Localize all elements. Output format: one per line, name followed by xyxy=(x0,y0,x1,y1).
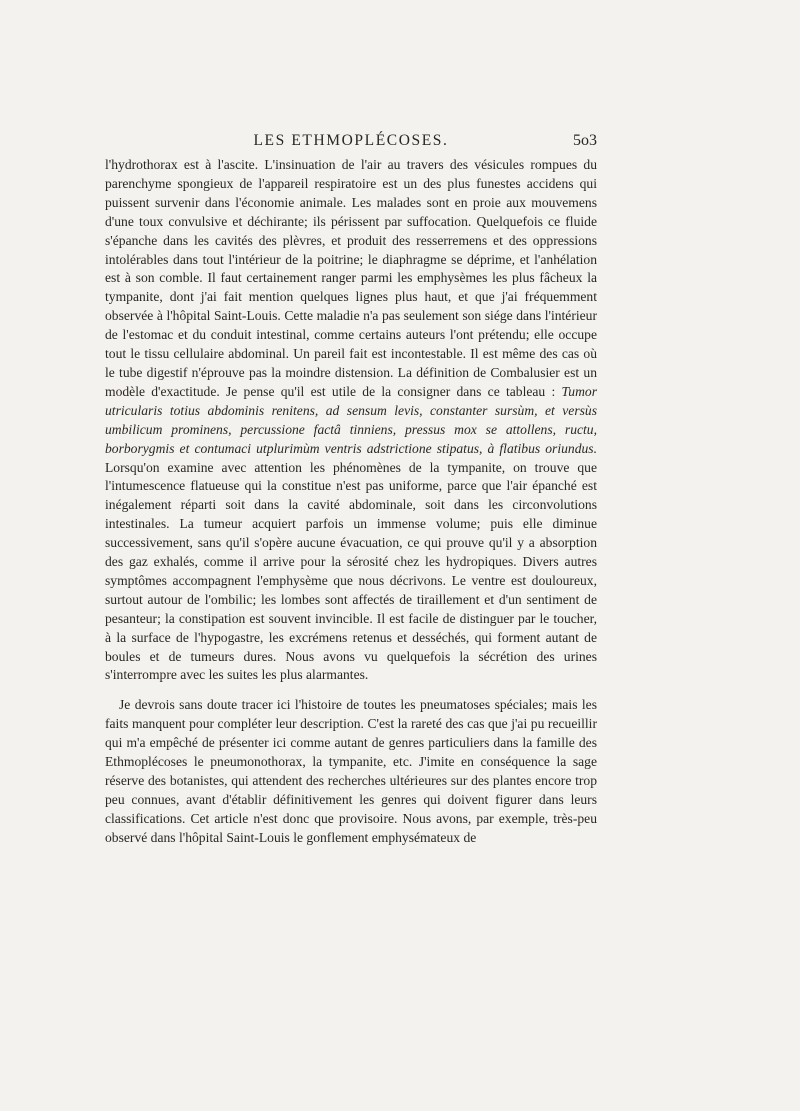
latin-quote: Tumor utricularis totius abdominis renitens, ad sensum levis, constanter sursùm, et versùs umbilicum prominens, percussione factâ tinniens, pressus mox se attollens, ructu, borborygmis et contumaci utplurimùm ventris adstrictione stipatus, à flatibus oriundus. xyxy=(105,383,597,456)
paragraph-2: Je devrois sans doute tracer ici l'histoire de toutes les pneumatoses spéciales; mais les faits manquent pour compléter leur description. C'est la rareté des cas que j'ai pu recueillir qui m'a empêché de présenter ici comme autant de genres particuliers dans la famille des Ethmoplécoses le pneumonothorax, la tympanite, etc. J'imite en conséquence la sage réserve des botanistes, qui attendent des recherches ultérieures sur des plantes encore trop peu connues, avant d'établir définitivement les genres qui doivent figurer dans leurs classifications. Cet article n'est donc que provisoire. Nous avons, par exemple, très-peu observé dans l'hôpital Saint-Louis le gonflement emphysémateux de xyxy=(105,697,597,845)
paragraph-1-text-before: l'hydrothorax est à l'ascite. L'insinuation de l'air au travers des vésicules rompues du parenchyme spongieux de l'appareil respiratoire est un des plus funestes accidens qui puissent survenir dans l'économie animale. Les malades sont en proie aux mouvemens d'une toux convulsive et déchirante; ils périssent par suffocation. Quelquefois ce fluide s'épanche dans les cavités des plèvres, et produit des resserremens et des oppressions intolérables dans tout l'intérieur de la poitrine; le diaphragme se déprime, et l'anhélation est à son comble. Il faut certainement ranger parmi les emphysèmes les plus fâcheux la tympanite, dont j'ai fait mention quelques lignes plus haut, et que j'ai fréquemment observée à l'hôpital Saint-Louis. Cette maladie n'a pas seulement son siége dans l'intérieur de l'estomac et du conduit intestinal, comme certains auteurs l'ont prétendu; elle occupe tout le tissu cellulaire abdominal. Un pareil fait est incontestable. Il est même des cas où le tube digestif n'éprouve pas la moindre distension. La définition de Combalusier est un modèle d'exactitude. Je pense qu'il est utile de la consigner dans ce tableau : xyxy=(105,157,597,399)
body-text xyxy=(105,156,597,848)
page-header xyxy=(105,132,597,154)
running-title: LES ETHMOPLÉCOSES. xyxy=(253,132,449,149)
paragraph-1 xyxy=(105,156,597,685)
page-number: 5o3 xyxy=(573,132,597,149)
paragraph-1-text-after: Lorsqu'on examine avec attention les phénomènes de la tympanite, on trouve que l'intumescence flatueuse qui la constitue n'est pas uniforme, parce que l'air épanché est inégalement réparti soit dans la cavité abdominale, soit dans les circonvolutions intestinales. La tumeur acquiert parfois un immense volume; puis elle diminue successivement, sans qu'il s'opère aucune évacuation, ce qui prouve qu'il y a absorption des gaz exhalés, comme il arrive pour la sérosité chez les hydropiques. Divers autres symptômes accompagnent l'emphysème que nous décrivons. Le ventre est douloureux, surtout autour de l'ombilic; les lombes sont affectés de tiraillement et d'un sentiment de pesanteur; la constipation est souvent invincible. Il est facile de distinguer par le toucher, à la surface de l'hypogastre, les excrémens retenus et desséchés, qui forment autant de boules et de tumeurs dures. Nous avons vu quelquefois la sécrétion des urines s'interrompre avec les suites les plus alarmantes. xyxy=(105,459,597,683)
